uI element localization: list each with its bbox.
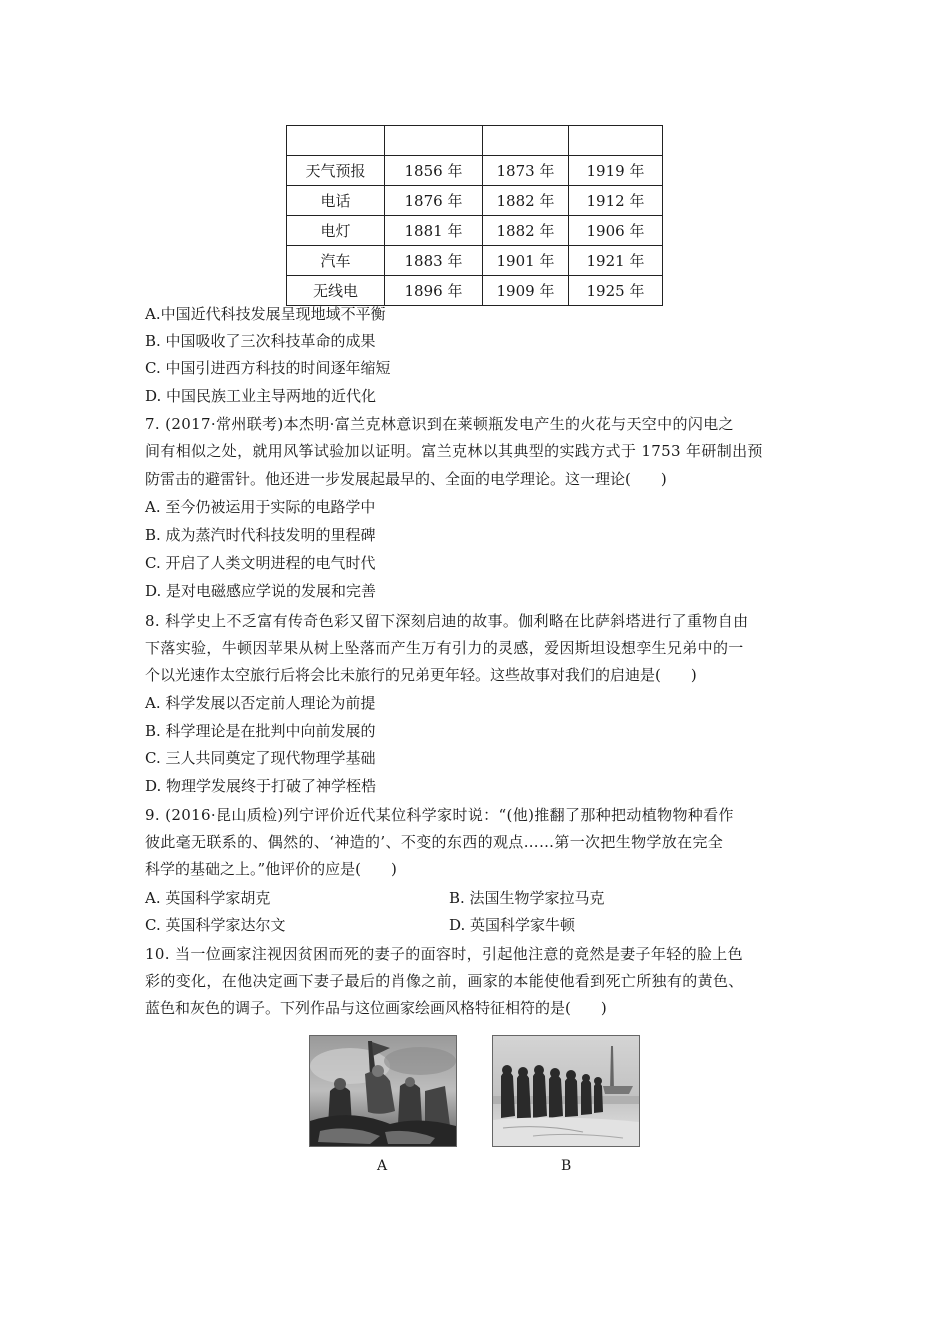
table-cell: 1881 年 <box>385 216 483 246</box>
q7-option-d: D. 是对电磁感应学说的发展和完善 <box>145 582 377 600</box>
table-cell: 电话 <box>287 186 385 216</box>
table-cell: 1883 年 <box>385 246 483 276</box>
painting-b-image <box>492 1035 640 1147</box>
table-cell: 1906 年 <box>569 216 663 246</box>
q6-option-b: B. 中国吸收了三次科技革命的成果 <box>145 332 376 350</box>
q7-option-a: A. 至今仍被运用于实际的电路学中 <box>145 498 376 516</box>
table-cell: 天气预报 <box>287 156 385 186</box>
q9-option-a: A. 英国科学家胡克 <box>145 889 271 907</box>
q7-option-b: B. 成为蒸汽时代科技发明的里程碑 <box>145 526 376 544</box>
q7-option-c: C. 开启了人类文明进程的电气时代 <box>145 554 376 572</box>
q7-stem-line-3: 防雷击的避雷针。他还进一步发展起最早的、全面的电学理论。这一理论( ) <box>145 470 667 488</box>
table-cell: 1912 年 <box>569 186 663 216</box>
table-cell: 1876 年 <box>385 186 483 216</box>
q10-stem-line-2: 彩的变化，在他决定画下妻子最后的肖像之前，画家的本能使他看到死亡所独有的黄色、 <box>145 972 744 990</box>
table-row <box>287 276 663 306</box>
table-cell: 1896 年 <box>385 276 483 306</box>
table-cell: 电灯 <box>287 216 385 246</box>
q9-option-c: C. 英国科学家达尔文 <box>145 916 286 934</box>
painting-b-caption: B <box>561 1158 572 1174</box>
table-row <box>287 186 663 216</box>
q10-stem-line-1: 10. 当一位画家注视因贫困而死的妻子的面容时，引起他注意的竟然是妻子年轻的脸上色 <box>145 945 743 963</box>
q6-option-d: D. 中国民族工业主导两地的近代化 <box>145 387 377 405</box>
q8-option-d: D. 物理学发展终于打破了神学桎梏 <box>145 777 377 795</box>
table-header-cell <box>569 126 663 156</box>
table-header-cell <box>287 126 385 156</box>
tech-adoption-table <box>286 125 663 306</box>
table-cell: 1909 年 <box>483 276 569 306</box>
q8-stem-line-2: 下落实验，牛顿因苹果从树上坠落而产生万有引力的灵感，爱因斯坦设想孪生兄弟中的一 <box>145 639 744 657</box>
table-cell: 1873 年 <box>483 156 569 186</box>
table-header-cell <box>483 126 569 156</box>
table-header-row <box>287 126 663 156</box>
table-row <box>287 156 663 186</box>
q7-stem-line-1: 7. (2017·常州联考)本杰明·富兰克林意识到在莱顿瓶发电产生的火花与天空中的闪电之 <box>145 415 734 433</box>
q10-stem-line-3: 蓝色和灰色的调子。下列作品与这位画家绘画风格特征相符的是( ) <box>145 999 607 1017</box>
painting-a-caption: A <box>377 1158 388 1174</box>
table-cell: 1856 年 <box>385 156 483 186</box>
table-cell: 1882 年 <box>483 216 569 246</box>
q9-stem-line-2: 彼此毫无联系的、偶然的、‘神造的’、不变的东西的观点……第一次把生物学放在完全 <box>145 833 724 851</box>
table-row <box>287 216 663 246</box>
q8-stem-line-1: 8. 科学史上不乏富有传奇色彩又留下深刻启迪的故事。伽利略在比萨斜塔进行了重物自由 <box>145 612 749 630</box>
table-cell: 1882 年 <box>483 186 569 216</box>
q8-option-c: C. 三人共同奠定了现代物理学基础 <box>145 749 376 767</box>
table-cell: 1921 年 <box>569 246 663 276</box>
q9-option-b: B. 法国生物学家拉马克 <box>449 889 605 907</box>
painting-a-image <box>309 1035 457 1147</box>
table-cell: 1901 年 <box>483 246 569 276</box>
q9-stem-line-3: 科学的基础之上。”他评价的应是( ) <box>145 860 397 878</box>
q8-option-b: B. 科学理论是在批判中向前发展的 <box>145 722 376 740</box>
q9-option-d: D. 英国科学家牛顿 <box>449 916 576 934</box>
table-cell: 1919 年 <box>569 156 663 186</box>
q6-option-c: C. 中国引进西方科技的时间逐年缩短 <box>145 359 391 377</box>
table-cell: 汽车 <box>287 246 385 276</box>
table-cell: 无线电 <box>287 276 385 306</box>
q7-stem-line-2: 间有相似之处，就用风筝试验加以证明。富兰克林以其典型的实践方式于 1753 年研制出预 <box>145 442 763 460</box>
q8-option-a: A. 科学发展以否定前人理论为前提 <box>145 694 376 712</box>
table-cell: 1925 年 <box>569 276 663 306</box>
q8-stem-line-3: 个以光速作太空旅行后将会比未旅行的兄弟更年轻。这些故事对我们的启迪是( ) <box>145 666 697 684</box>
table-header-cell <box>385 126 483 156</box>
q6-option-a: A.中国近代科技发展呈现地域不平衡 <box>145 305 386 323</box>
q9-stem-line-1: 9. (2016·昆山质检)列宁评价近代某位科学家时说：“(他)推翻了那种把动植物物种看作 <box>145 806 734 824</box>
table-row <box>287 246 663 276</box>
